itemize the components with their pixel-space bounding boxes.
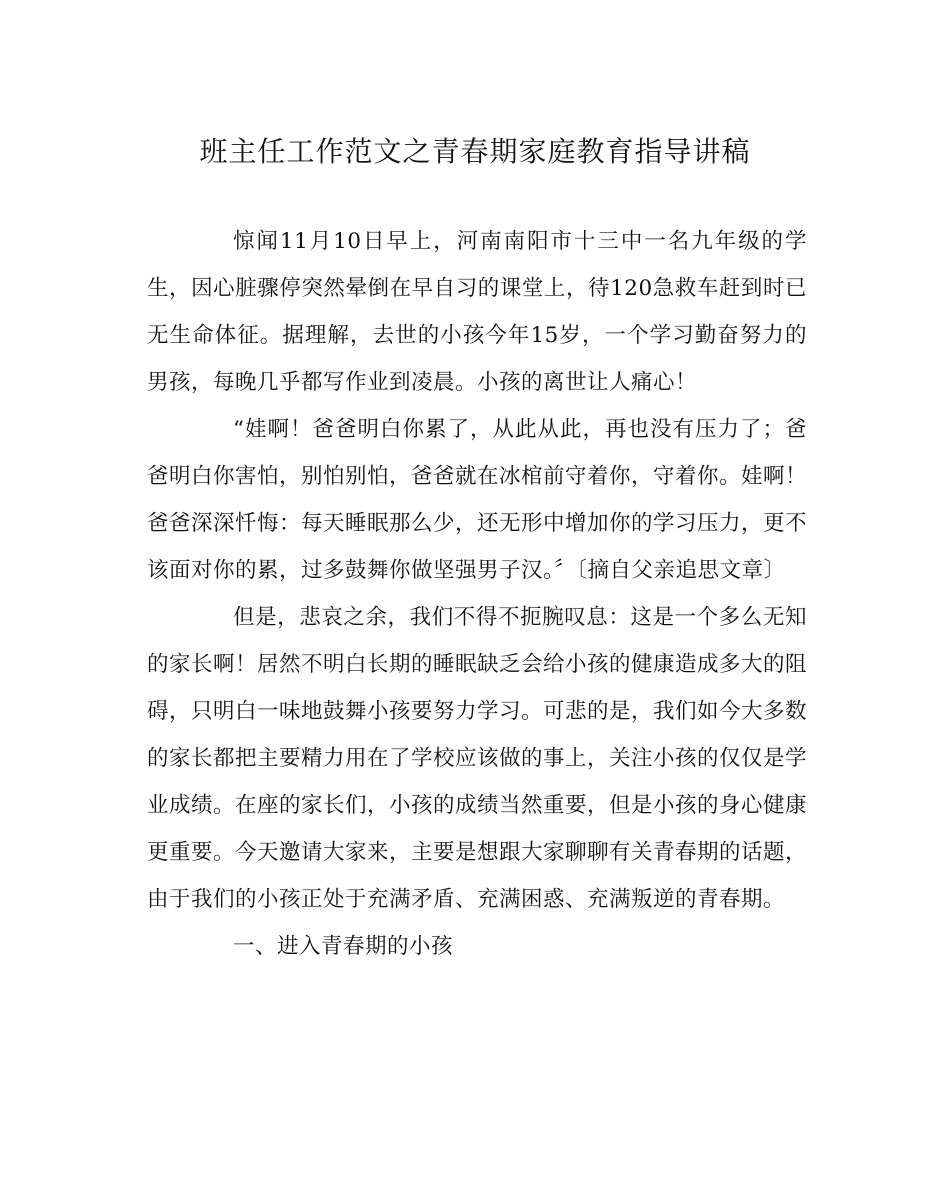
document-body bbox=[147, 218, 807, 970]
paragraph-news: 惊闻11月10日早上，河南南阳市十三中一名九年级的学生，因心脏骤停突然晕倒在早自习的课堂上，待120急救车赶到时已无生命体征。据理解，去世的小孩今年15岁，一个学习勤奋努力的男孩，每晚几乎都写作业到凌晨。小孩的离世让人痛心！ bbox=[147, 229, 807, 395]
paragraph-father-quote: “娃啊！爸爸明白你累了，从此从此，再也没有压力了；爸爸明白你害怕，别怕别怕，爸爸就在冰棺前守着你，守着你。娃啊！爸爸深深忏悔：每天睡眠那么少，还无形中增加你的学习压力，更不该面对你的累，过多鼓舞你做坚强男子汉。〞〔摘自父亲追思文章〕 bbox=[147, 417, 808, 583]
section-heading: 一、进入青春期的小孩 bbox=[233, 934, 454, 959]
paragraph-reflection: 但是，悲哀之余，我们不得不扼腕叹息：这是一个多么无知的家长啊！居然不明白长期的睡眠缺乏会给小孩的健康造成多大的阻碍，只明白一味地鼓舞小孩要努力学习。可悲的是，我们如今大多数的家长都把主要精力用在了学校应该做的事上，关注小孩的仅仅是学业成绩。在座的家长们，小孩的成绩当然重要，但是小孩的身心健康更重要。今天邀请大家来，主要是想跟大家聊聊有关青春期的话题，由于我们的小孩正处于充满矛盾、充满困惑、充满叛逆的青春期。 bbox=[147, 605, 808, 912]
document-title: 班主任工作范文之青春期家庭教育指导讲稿 bbox=[199, 135, 751, 168]
